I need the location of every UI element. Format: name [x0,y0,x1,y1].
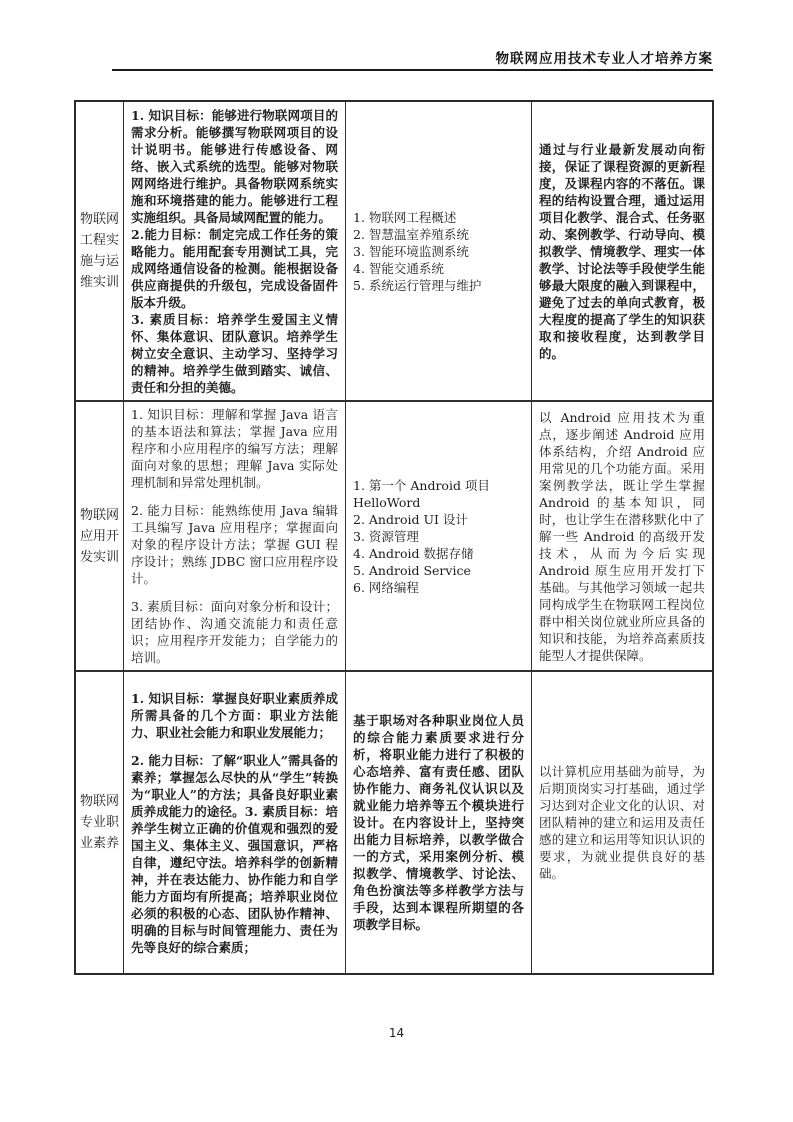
objective-paragraph: 3. 素质目标：面向对象分析和设计；团结协作、沟通交流能力和责任意识；应用程序开发能力；自学能力的培训。 [131,599,338,665]
objective-paragraph: 2. 能力目标：能熟练使用 Java 编辑工具编写 Java 应用程序；掌握面向对象的程序设计方法；掌握 GUI 程序设计；熟练 JDBC 窗口应用程序设计。 [131,503,338,586]
content-paragraph: 基于职场对各种职业岗位人员的综合能力素质要求进行分析，将职业能力进行了积极的心态培养、富有责任感、团队协作能力、商务礼仪认识以及就业能力培养等五个模块进行设计。在内容设计上，坚持突出能力目标培养，以教学做合一的方式，采用案例分析、模拟教学、情境教学、讨论法、角色扮演法等多样教学方法与手段，达到本课程所期望的各项教学目标。 [353,713,524,932]
contents-cell [346,402,532,672]
contents-cell [346,672,532,973]
objective-paragraph: 1. 知识目标：掌握良好职业素质养成所需具备的几个方面：职业方法能力、职业社会能力和职业发展能力； [131,690,338,740]
course-cell [76,672,124,973]
training-course-table [74,100,714,975]
course-title: 物联网工程实施与运维实训 [79,212,119,290]
content-line: 2. Android UI 设计 [353,511,468,527]
header-rule [112,69,713,71]
course-cell [76,102,124,402]
course-title: 物联网专业职业素养 [79,794,119,851]
description-paragraph: 通过与行业最新发展动向衔接，保证了课程资源的更新程度，及课程内容的不落伍。课程的结构设置合理，通过运用项目化教学、混合式、任务驱动、案例教学、行动导向、模拟教学、情境教学、理实一体教学、讨论法等手段使学生能够最大限度的融入到课程中，避免了过去的单向式教育，极大程度的提高了学生的知识获取和接收程度，达到教学目的。 [539,141,705,361]
content-line: 1. 第一个 Android 项目 HelloWord [353,477,490,510]
objective-paragraph: 2.能力目标：制定完成工作任务的策略能力。能用配套专用测试工具，完成网络通信设备的检测。能根据设备供应商提供的升级包，完成设备固件版本升级。 [131,226,338,310]
content-line: 3. 资源管理 [353,528,419,544]
objectives-cell [124,402,346,672]
content-line: 3. 智能环境监测系统 [353,243,469,259]
content-line: 5. 系统运行管理与维护 [353,277,482,293]
content-line: 2. 智慧温室养殖系统 [353,226,469,242]
objective-paragraph: 2. 能力目标：了解“职业人”需具备的素养；掌握怎么尽快的从“学生”转换为“职业人”的方法；具备良好职业素质养成能力的途径。3. 素质目标：培养学生树立正确的价值观和强烈的爱国主义、集体主义、强国意识，严格自律，遵纪守法。培养科学的创新精神，并在表达能力、协作能力和自学能力方面均有所提高；培养职业岗位必须的积极的心态、团队协作精神、明确的目标与时间管理能力、责任为先等良好的综合素质； [131,752,338,955]
description-cell [532,402,712,672]
objective-paragraph: 1. 知识目标：理解和掌握 Java 语言的基本语法和算法；掌握 Java 应用程序和小应用程序的编写方法；理解面向对象的思想；理解 Java 实际处理机制和异常处理机制。 [131,407,338,490]
objective-paragraph: 1. 知识目标：能够进行物联网项目的需求分析。能够撰写物联网项目的设计说明书。能够进行传感设备、网络、嵌入式系统的选型。能够对物联网网络进行维护。具备物联网系统实施和环境搭建的能力。能够进行工程实施组织。具备局域网配置的能力。 [131,107,338,225]
course-title: 物联网应用开发实训 [79,507,119,565]
description-cell [532,672,712,973]
page-header-title: 物联网应用技术专业人才培养方案 [495,51,713,67]
content-line: 5. Android Service [353,562,471,578]
objective-paragraph: 3. 素质目标：培养学生爱国主义情怀、集体意识、团队意识。培养学生树立安全意识、主动学习、坚持学习的精神。培养学生做到踏实、诚信、责任和分担的美德。 [131,311,338,395]
description-paragraph: 以计算机应用基础为前导，为后期顶岗实习打基础，通过学习达到对企业文化的认识、对团队精神的建立和运用及责任感的建立和运用等知识认识的要求，为就业提供良好的基础。 [539,764,705,881]
description-paragraph: 以 Android 应用技术为重点，逐步阐述 Android 应用体系结构，介绍 Android 应用常见的几个功能方面。采用案例教学法，既让学生掌握 Android 的基本知识，同时，也让学生在潜移默化中了解一些 Android 的高级开发技术，从而为今后实现 Android 原生应用开发打下基础。与其他学习领域一起共同构成学生在物联网工程岗位群中相关岗位就业所应具备的知识和技能，为培养高素质技能型人才提供保障。 [539,409,705,663]
content-line: 4. 智能交通系统 [353,260,444,276]
objectives-cell [124,672,346,973]
page-number: 14 [388,1026,405,1040]
content-line: 6. 网络编程 [353,579,419,595]
contents-cell [346,102,532,402]
description-cell [532,102,712,402]
objectives-cell [124,102,346,402]
content-line: 4. Android 数据存储 [353,545,474,561]
course-cell [76,402,124,672]
content-line: 1. 物联网工程概述 [353,209,457,225]
